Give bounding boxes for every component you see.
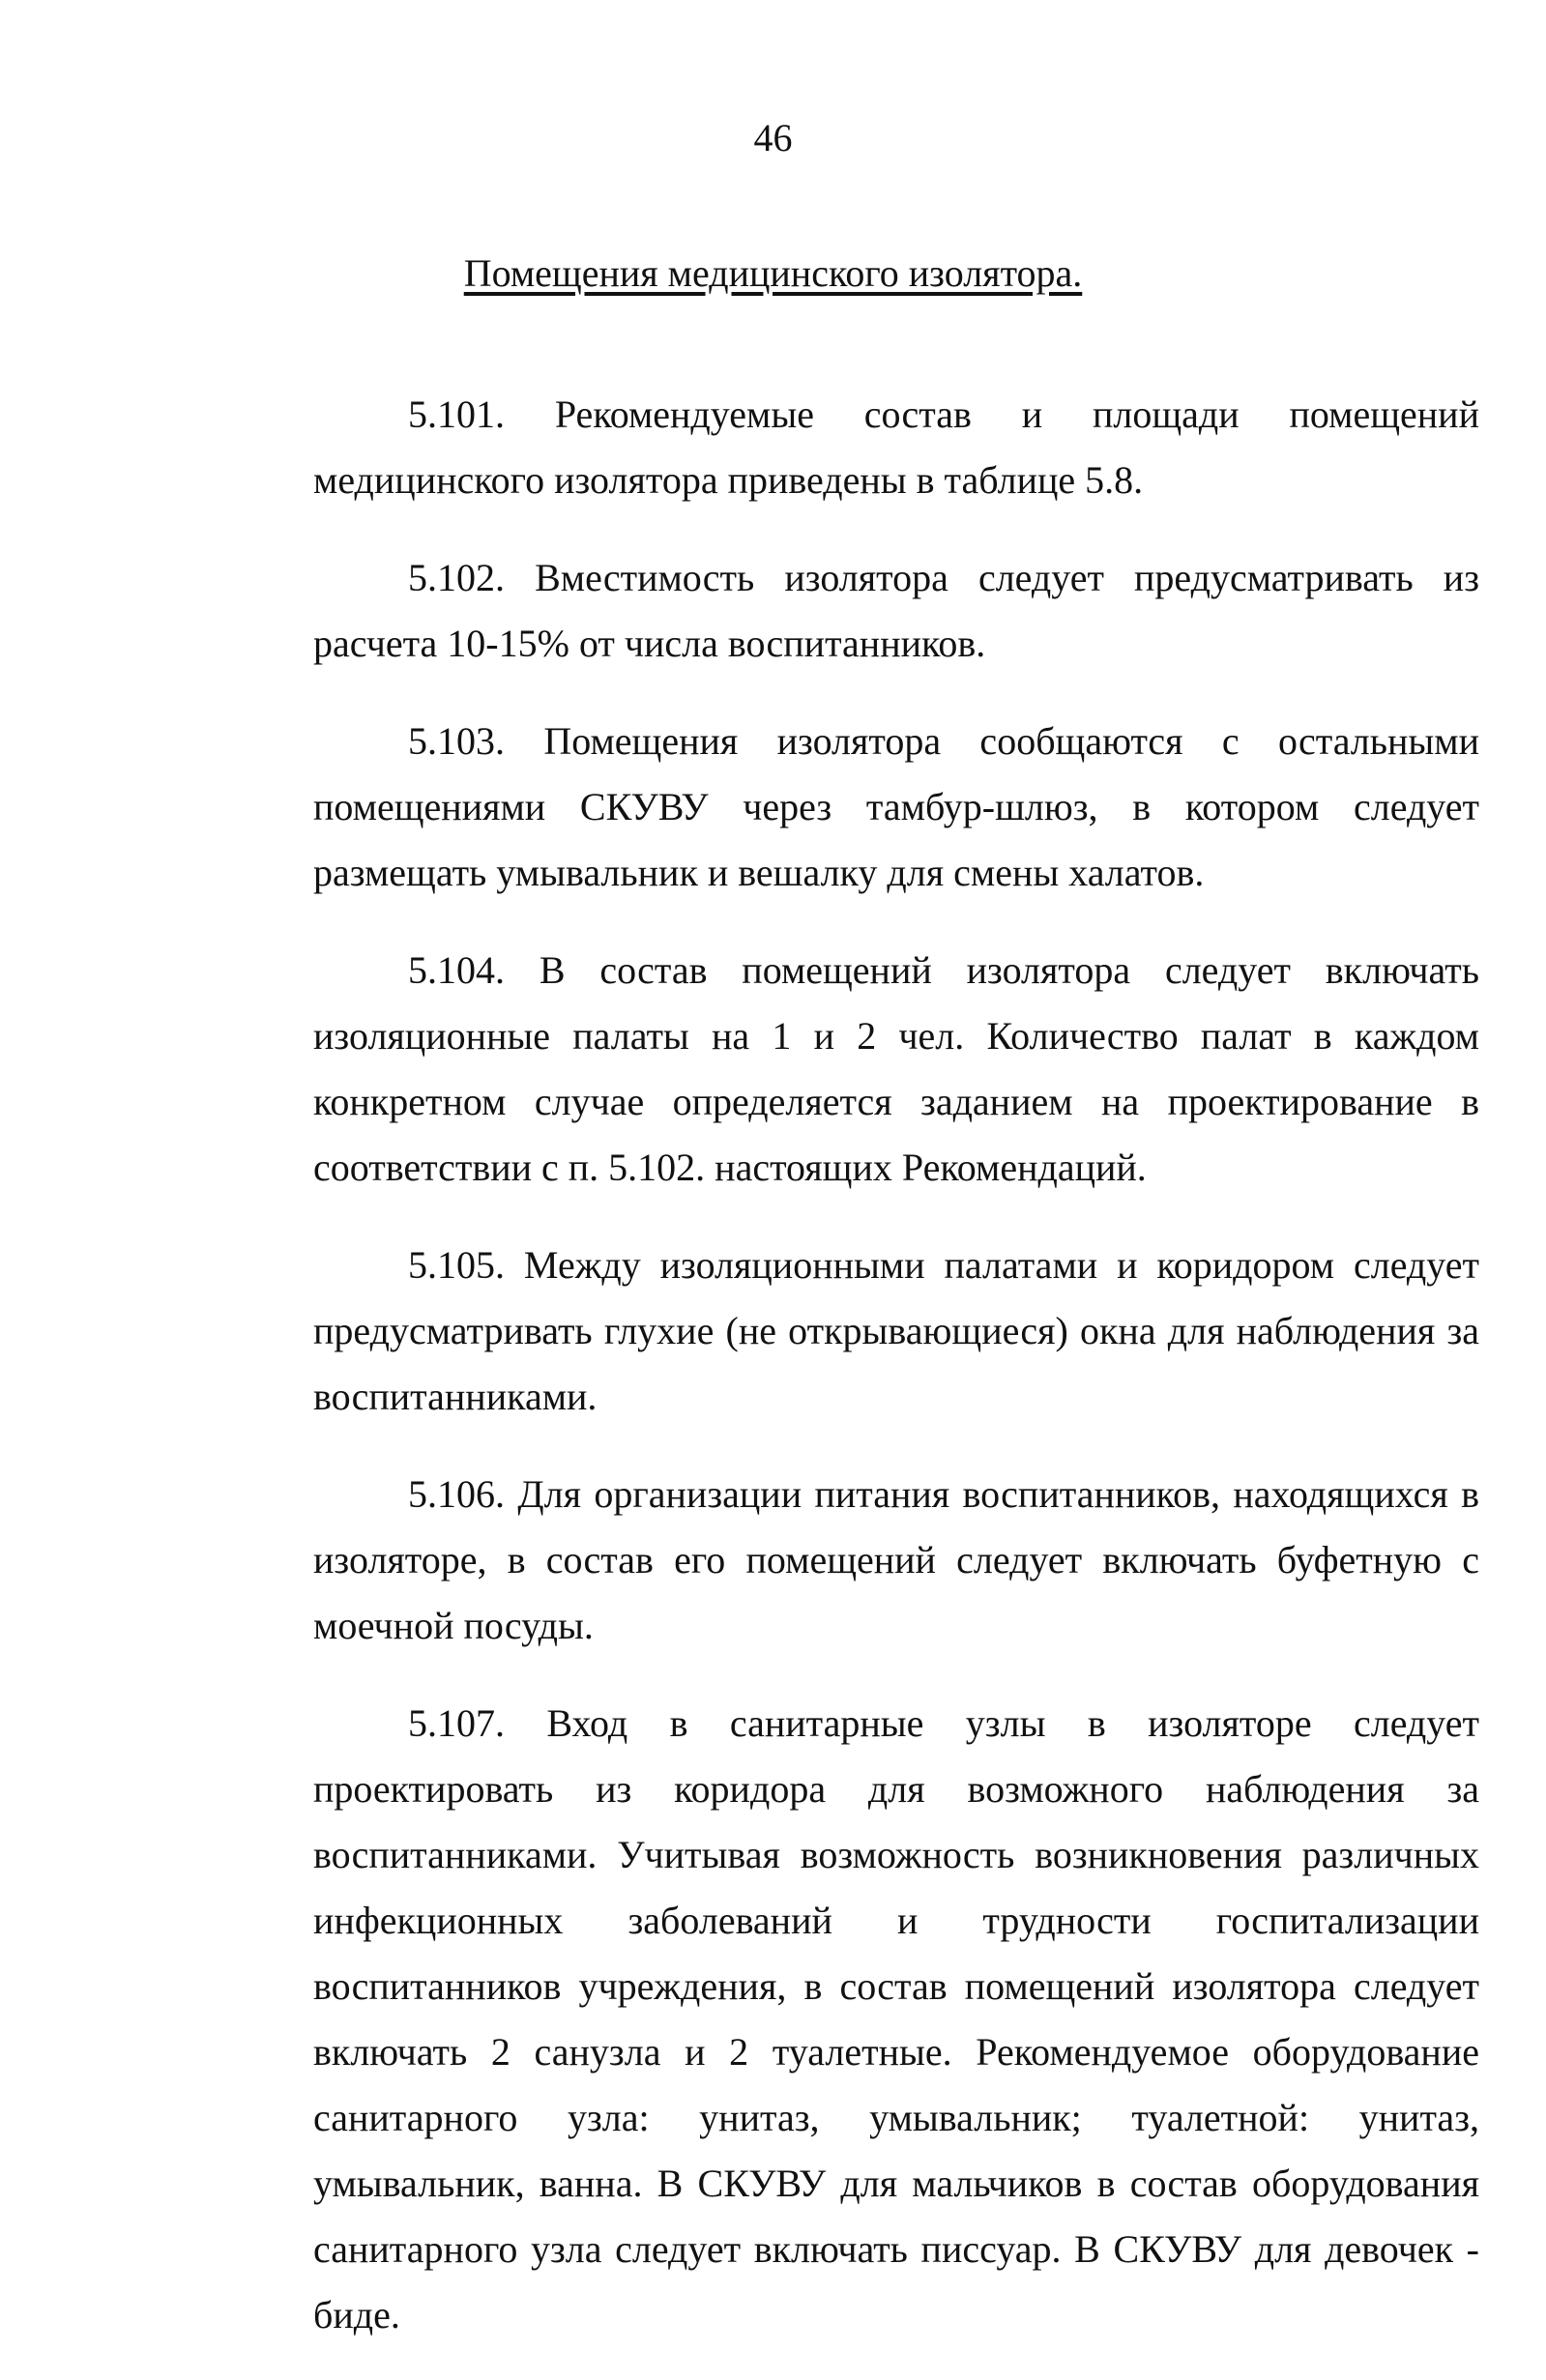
paragraph-5-107: 5.107. Вход в санитарные узлы в изоляторе следует проектировать из коридора для возможного наблюдения за воспитанниками. Учитывая возможность возникновения различных инфекционных заболеваний и трудности госпитализации воспитанников учреждения, в состав помещений изолятора следует включать 2 санузла и 2 туалетные. Рекомендуемое оборудование санитарного узла: унитаз, умывальник; туалетной: унитаз, умывальник, ванна. В СКУВУ для мальчиков в состав оборудования санитарного узла следует включать писсуар. В СКУВУ для девочек - биде. bbox=[313, 1701, 1479, 2336]
page-number: 46 bbox=[753, 116, 793, 160]
paragraph-5-104: 5.104. В состав помещений изолятора следует включать изоляционные палаты на 1 и 2 чел. Количество палат в каждом конкретном случае определяется заданием на проектирование в соответствии с п. 5.102. настоящих Рекомендаций. bbox=[313, 948, 1479, 1189]
section-title: Помещения медицинского изолятора. bbox=[463, 251, 1083, 295]
paragraph-5-105: 5.105. Между изоляционными палатами и коридором следует предусматривать глухие (не открывающиеся) окна для наблюдения за воспитанниками. bbox=[313, 1243, 1479, 1418]
paragraph-5-103: 5.103. Помещения изолятора сообщаются с остальными помещениями СКУВУ через тамбур-шлюз, в котором следует размещать умывальник и вешалку для смены халатов. bbox=[313, 719, 1479, 894]
paragraph-5-106: 5.106. Для организации питания воспитанников, находящихся в изоляторе, в состав его помещений следует включать буфетную с моечной посуды. bbox=[313, 1472, 1479, 1647]
paragraph-5-101: 5.101. Рекомендуемые состав и площади помещений медицинского изолятора приведены в таблице 5.8. bbox=[313, 392, 1479, 502]
body-text bbox=[313, 382, 1479, 2380]
paragraph-5-102: 5.102. Вместимость изолятора следует предусматривать из расчета 10-15% от числа воспитанников. bbox=[313, 556, 1479, 665]
